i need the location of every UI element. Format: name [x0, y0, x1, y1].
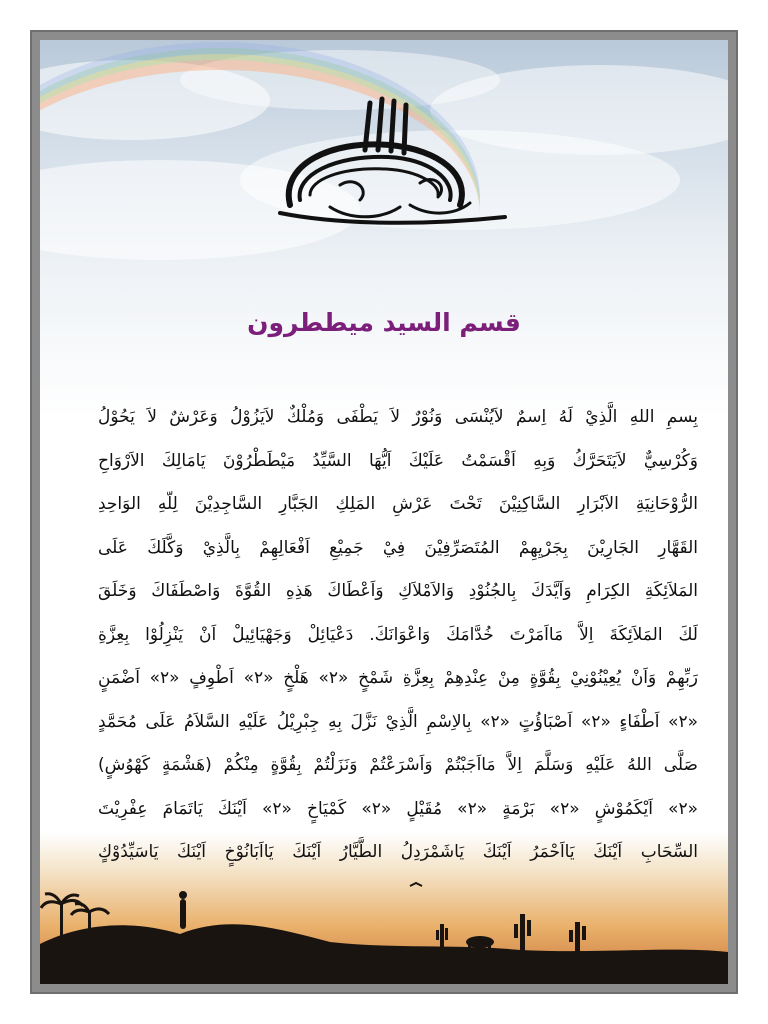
text-line-4: القَهَّارِ الجَارِيْنَ بِجَرْيِهِمْ المُتَصَرِّفِيْنَ فِيْ جَمِيْعِ اَفْعَالِهِمْ بِالَّذِيْ وَكَّلَكَ عَلَى [98, 537, 698, 558]
page-frame [30, 30, 738, 994]
text-line-7: رَبِّهِمْ وَاَنْ يُعِيْنُوْنِيْ بِقُوَّةٍ مِنْ عِنْدِهِمْ بِعِزَّةِ شَمْخٍ «٢» هَلْخٍ «٢» اَطْوِفٍ «٢» اَضْمَنٍ [98, 668, 698, 688]
document-body [98, 396, 698, 875]
document-page [40, 40, 728, 984]
text-line-6: لَكَ المَلاَئِكَةَ اِلاَّ مَااَمَرْتَ خُدَّامَكَ وَاعْوَانَكَ. دَعْيَائِلْ وَجَهْيَائِيلْ اَنْ يَنْزِلُوْا بِعِزَّةِ [98, 624, 698, 645]
text-line-3: الرُّوْحَانِيَةِ الاَبْرَارِ السَّاكِنِيْنَ تَحْتَ عَرْشِ المَلِكِ الجَبَّارِ السَّاجِدِيْنَ لِلّهِ الوَاحِدِ [98, 494, 698, 514]
text-line-8: «٢» اَطْفَاءٍ «٢» اَصْبَاؤُتٍ «٢» بِالاِسْمِ الَّذِيْ نَزَّلَ بِهِ جِبْرِيْلُ عَلَيْهِ السَّلاَمُ عَلَى مُحَمَّدٍ [98, 711, 698, 732]
text-line-11: السِّحَابِ اَيْنَكَ يَااَحْمَرُ اَيْنَكَ يَاشَمْرَدِلُ الطَّيَّارُ اَيْنَكَ يَااَبَانُوْخٍ اَيْنَكَ يَاسَيِّدُوْكٍ [98, 842, 698, 862]
bismillah-calligraphy-icon [270, 95, 510, 235]
text-line-10: «٢» اَيْكَمُوْشٍ «٢» بَرْمَةٍ «٢» مُقَيْلٍ «٢» كَمْيَاخٍ «٢» اَيْنَكَ يَاتَمَامَ عِفْرِيْتَ [98, 798, 698, 819]
text-line-1: بِسمِ اللهِ الَّذِيْ لَهُ اِسمٌ لاَيُنْسَى وَنُوْرٌ لاَ يَطْفَى وَمُلْكٌ لاَيَزُوْلُ وَعَرْشٌ لاَ يَحُوْلُ [98, 407, 698, 427]
text-line-2: وَكُرْسِيٌّ لاَيَتَحَرَّكُ وَبِهِ اَقْسَمْتُ عَلَيْكَ اَيُّهَا السَّيِّدُ مَيْطَطْرُوْنَ يَامَالِكَ الاَرْوَاحِ [98, 450, 698, 471]
document-title: قسم السيد ميططرون [247, 308, 521, 337]
desert-silhouette-icon [40, 864, 728, 984]
text-line-9: صَلَّى اللهُ عَلَيْهِ وَسَلَّمَ اِلاَّ مَااَجَبْتُمْ وَاَسْرَعْتُمْ وَنَزَلْتُمْ بِقُوَّةٍ مِنْكُمْ (هَشْمَةٍ كَهْوُشٍ) [98, 755, 698, 775]
text-line-5: المَلاَئِكَةِ الكِرَامِ وَاَيَّدَكَ بِالجُنُوْدِ وَالاَمْلاَكِ وَاَعْطَاكَ هَذِهِ القُوَّةَ وَاصْطَفَاكَ وَخَلَقَ [98, 581, 698, 601]
